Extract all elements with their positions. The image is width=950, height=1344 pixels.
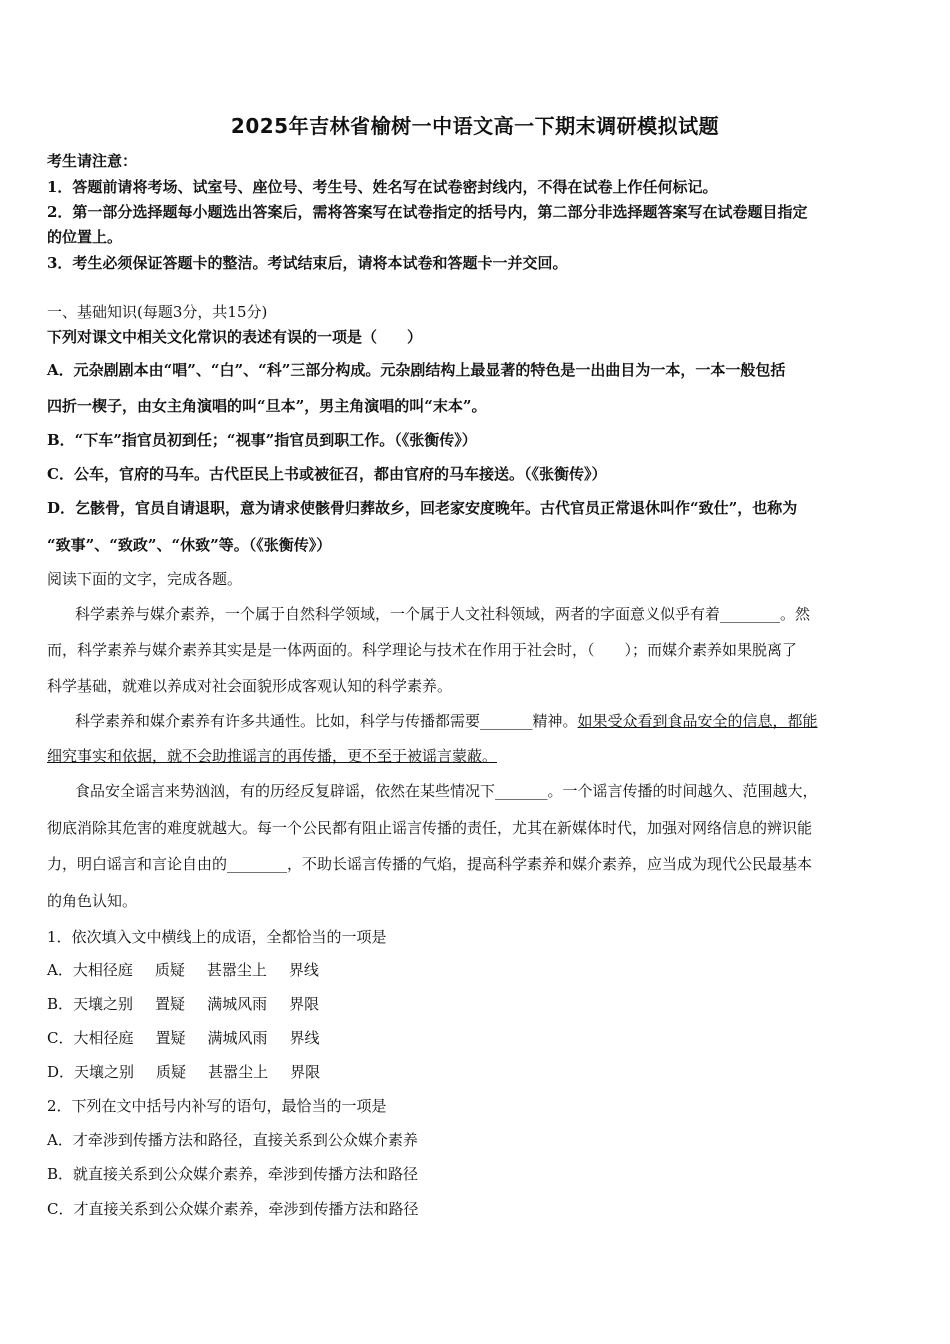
q2-option-c: C．才直接关系到公众媒介素养，牵涉到传播方法和路径 <box>47 1200 419 1218</box>
para3-line-1: 食品安全谣言来势汹汹，有的历经反复辟谣，依然在某些情况下_______。一个谣言传播的时间越久、范围越大， <box>75 782 818 800</box>
section-heading: 一、基础知识(每题3分，共15分) <box>47 303 268 321</box>
para3-line-3: 力，明白谣言和言论自由的________，不助长谣言传播的气焰，提高科学素养和媒介素养，应当成为现代公民最基本 <box>47 855 813 873</box>
underlined-sentence-end: 细究事实和依据，就不会助推谣言的再传播，更不至于被谣言蒙蔽。 <box>47 747 498 765</box>
para3-line-2: 彻底消除其危害的难度就越大。每一个公民都有阻止谣言传播的责任，尤其在新媒体时代，加强对网络信息的辨识能 <box>47 819 813 837</box>
q1-stem: 1．依次填入文中横线上的成语，全都恰当的一项是 <box>47 928 387 946</box>
notice-item-1: 1．答题前请将考场、试室号、座位号、考生号、姓名写在试卷密封线内，不得在试卷上作任何标记。 <box>47 178 718 196</box>
notice-item-2-cont: 的位置上。 <box>47 228 123 246</box>
q2-option-b: B．就直接关系到公众媒介素养，牵涉到传播方法和路径 <box>47 1165 419 1183</box>
q1-option-d: D．天壤之别 质疑 甚嚣尘上 界限 <box>47 1063 321 1081</box>
para1-line-1: 科学素养与媒介素养，一个属于自然科学领域，一个属于人文社科领域，两者的字面意义似乎有着________。然 <box>75 605 811 623</box>
option-a-line-2: 四折一楔子，由女主角演唱的叫“旦本”，男主角演唱的叫“末本”。 <box>47 397 487 415</box>
page-title: 2025年吉林省榆树一中语文高一下期末调研模拟试题 <box>230 114 720 138</box>
q1-option-a: A．大相径庭 质疑 甚嚣尘上 界线 <box>47 961 319 979</box>
q2-stem: 2．下列在文中括号内补写的语句，最恰当的一项是 <box>47 1097 387 1115</box>
q1-option-c: C．大相径庭 置疑 满城风雨 界线 <box>47 1029 320 1047</box>
para1-line-2: 而，科学素养与媒介素养其实是是一体两面的。科学理论与技术在作用于社会时，（ ）；而媒介素养如果脱离了 <box>47 641 798 659</box>
para2-text: 科学素养和媒介素养有许多共通性。比如，科学与传播都需要_______精神。 <box>75 712 578 730</box>
q2-option-a: A．才牵涉到传播方法和路径，直接关系到公众媒介素养 <box>47 1131 418 1149</box>
reading-intro: 阅读下面的文字，完成各题。 <box>47 570 243 588</box>
option-d-line-1: D．乞骸骨，官员自请退职，意为请求使骸骨归葬故乡，回老家安度晚年。古代官员正常退休叫作“致仕”，也称为 <box>47 499 798 517</box>
option-d-line-2: “致事”、“致政”、“休致”等。（《张衡传》） <box>47 536 332 554</box>
para3-line-4: 的角色认知。 <box>47 892 138 910</box>
q1-option-b: B．天壤之别 置疑 满城风雨 界限 <box>47 995 320 1013</box>
option-b: B．“下车”指官员初到任；“视事”指官员到职工作。（《张衡传》） <box>47 431 477 449</box>
question-stem: 下列对课文中相关文化常识的表述有误的一项是（ ） <box>47 328 423 346</box>
para2-line-1 <box>75 711 907 731</box>
option-c: C．公车，官府的马车。古代臣民上书或被征召，都由官府的马车接送。（《张衡传》） <box>47 465 607 483</box>
notice-item-3: 3．考生必须保证答题卡的整洁。考试结束后，请将本试卷和答题卡一并交回。 <box>47 254 568 272</box>
underlined-sentence-start: 如果受众看到食品安全的信息，都能 <box>577 712 818 730</box>
option-a-line-1: A．元杂剧剧本由“唱”、“白”、“科”三部分构成。元杂剧结构上最显著的特色是一出曲目为一本，一本一般包括 <box>47 361 786 379</box>
notice-item-2: 2．第一部分选择题每小题选出答案后，需将答案写在试卷指定的括号内，第二部分非选择题答案写在试卷题目指定 <box>47 203 808 221</box>
notice-heading: 考生请注意： <box>47 152 138 170</box>
para1-line-3: 科学基础，就难以养成对社会面貌形成客观认知的科学素养。 <box>47 677 453 695</box>
